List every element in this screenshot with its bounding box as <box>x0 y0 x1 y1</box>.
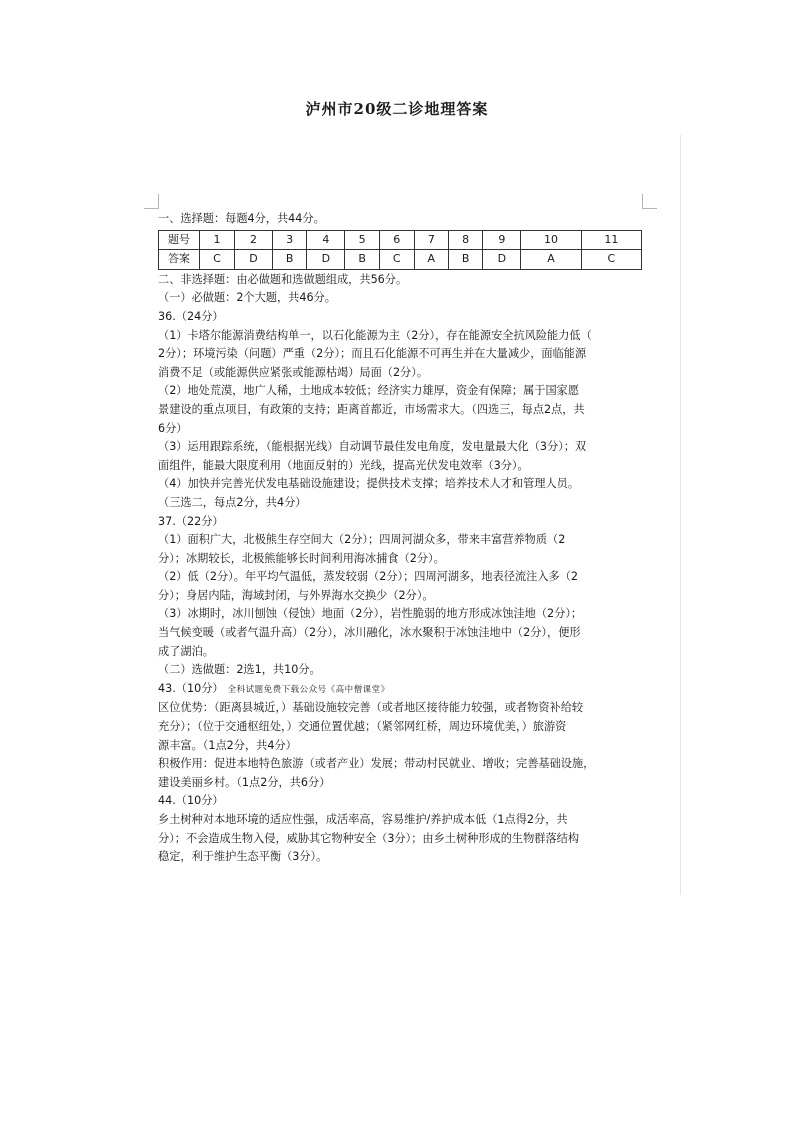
row-label-answer: 答案 <box>159 250 200 270</box>
text-line: 分）；不会造成生物入侵，威胁其它物种安全（3分）；由乡土树种形成的生物群落结构 <box>158 831 580 845</box>
text-line: 6分） <box>158 421 188 435</box>
row-label-number: 题号 <box>159 230 200 250</box>
text-line: 分）；身居内陆，海域封闭，与外界海水交换少（2分）。 <box>158 588 434 602</box>
question-number: 7 <box>414 230 448 250</box>
q43-heading <box>158 680 648 700</box>
text-line: 44.（10分） <box>158 794 224 808</box>
text-line: 景建设的重点项目，有政策的支持；距离首都近，市场需求大。（四选三，每点2点，共 <box>158 402 585 416</box>
answer-cell: D <box>307 250 345 270</box>
text-line: 成了湖泊。 <box>158 644 214 658</box>
question-number: 2 <box>234 230 272 250</box>
question-number: 6 <box>379 230 414 250</box>
text-line: 稳定，利于维护生态平衡（3分）。 <box>158 850 328 864</box>
question-number: 11 <box>581 230 641 250</box>
margin-corner-mark-left <box>144 194 159 209</box>
text-line: 分）；冰期较长，北极熊能够长时间利用海冰捕食（2分）。 <box>158 551 445 565</box>
table-row-answers <box>159 250 642 270</box>
text-line: 乡土树种对本地环境的适应性强，成活率高，容易维护/养护成本低（1点得2分，共 <box>158 813 568 826</box>
answer-content <box>158 210 648 867</box>
answer-cell: B <box>345 250 379 270</box>
answer-cell: D <box>234 250 272 270</box>
answer-cell: B <box>448 250 482 270</box>
answer-cell: C <box>581 250 641 270</box>
text-line: 源丰富。（1点2分，共4分） <box>158 738 297 752</box>
text-line: （三选二，每点2分，共4分） <box>158 495 307 509</box>
page-edge-line <box>680 135 681 895</box>
text-line: 二、非选择题：由必做题和选做题组成，共56分。 <box>158 272 408 286</box>
text-line: （3）运用跟踪系统，（能根据光线）自动调节最佳发电角度，发电量最大化（3分）；双 <box>158 440 587 454</box>
answer-table <box>158 230 642 270</box>
answer-cell: D <box>483 250 521 270</box>
question-number: 8 <box>448 230 482 250</box>
text-line: （4）加快并完善光伏发电基础设施建设；提供技术支撑；培养技术人才和管理人员。 <box>158 477 580 491</box>
page-title: 泸州市20级二诊地理答案 <box>305 100 489 118</box>
watermark-text: 全科试题免费下载公众号《高中僧课堂》 <box>227 684 390 695</box>
answer-cell: A <box>521 250 581 270</box>
text-line: 积极作用：促进本地特色旅游（或者产业）发展；带动村民就业、增收；完善基础设施， <box>158 757 595 771</box>
question-number: 5 <box>345 230 379 250</box>
text-line: （1）卡塔尔能源消费结构单一，以石化能源为主（2分），存在能源安全抗风险能力低（ <box>158 328 592 342</box>
answer-cell: A <box>414 250 448 270</box>
text-line: （1）面积广大，北极熊生存空间大（2分）；四周河湖众多，带来丰富营养物质（2 <box>158 533 566 547</box>
question-number: 9 <box>483 230 521 250</box>
question-number: 3 <box>273 230 307 250</box>
text-line: 当气候变暖（或者气温升高）（2分），冰川融化，冰水聚积于冰蚀洼地中（2分），便形 <box>158 626 581 640</box>
text-line: 面组件，能最大限度利用（地面反射的）光线，提高光伏发电效率（3分）。 <box>158 458 529 472</box>
text-line: 消费不足（或能源供应紧张或能源枯竭）局面（2分）。 <box>158 365 429 379</box>
answer-cell: C <box>200 250 235 270</box>
text-line: 37.（22分） <box>158 514 224 528</box>
text-line: 36.（24分） <box>158 309 224 323</box>
section1-heading: 一、选择题：每题4分，共44分。 <box>158 212 325 225</box>
text-line: （2）低（2分）。年平均气温低，蒸发较弱（2分）；四周河湖多，地表径流注入多（2 <box>158 570 579 584</box>
text-line: 充分）；（位于交通枢纽处，）交通位置优越；（紧邻网红桥，周边环境优美，）旅游资 <box>158 720 567 734</box>
answer-cell: C <box>379 250 414 270</box>
question-number: 4 <box>307 230 345 250</box>
question-number: 1 <box>200 230 235 250</box>
text-line: （3）冰期时，冰川刨蚀（侵蚀）地面（2分），岩性脆弱的地方形成冰蚀洼地（2分）； <box>158 607 583 621</box>
table-row-numbers <box>159 230 642 250</box>
text-line: （2）地处荒漠，地广人稀，土地成本较低；经济实力雄厚，资金有保障；属于国家愿 <box>158 384 580 398</box>
q43-label: 43.（10分） <box>158 681 224 695</box>
question-number: 10 <box>521 230 581 250</box>
text-line: （二）选做题：2选1，共10分。 <box>158 663 321 677</box>
text-line: 2分）；环境污染（问题）严重（2分）；而且石化能源不可再生并在大量减少，面临能源 <box>158 347 587 361</box>
text-line: （一）必做题：2个大题，共46分。 <box>158 291 336 305</box>
margin-corner-mark-right <box>642 194 657 209</box>
text-line: 区位优势：（距离县城近，）基础设施较完善（或者地区接待能力较强，或者物资补给较 <box>158 701 584 715</box>
answer-cell: B <box>273 250 307 270</box>
text-line: 建设美丽乡村。（1点2分，共6分） <box>158 775 331 789</box>
